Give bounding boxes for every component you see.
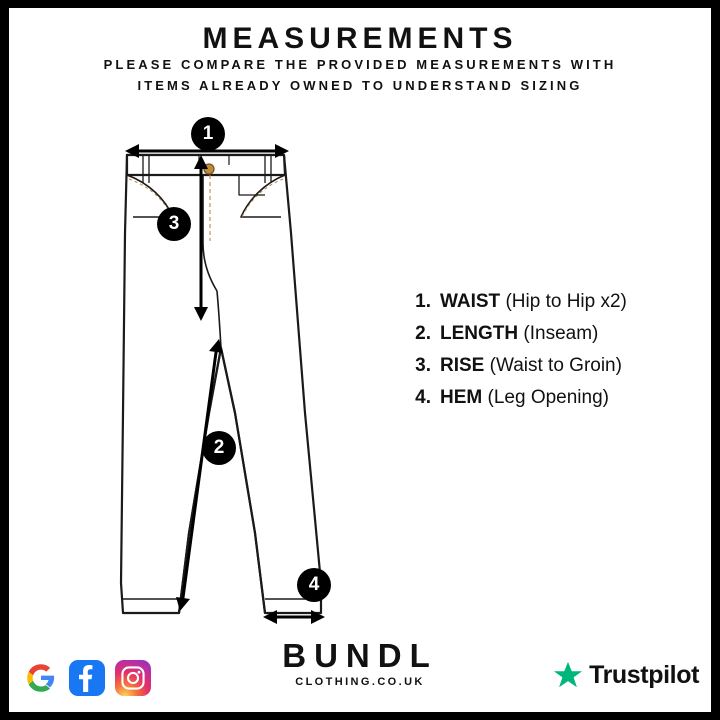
legend-label (440, 323, 598, 345)
instagram-camera-glyph (120, 665, 146, 691)
trustpilot-label: Trustpilot (589, 660, 699, 689)
legend-number: 3. (415, 355, 431, 376)
legend-label (440, 355, 622, 377)
page-subtitle-line-2: ITEMS ALREADY OWNED TO UNDERSTAND SIZING (137, 78, 583, 93)
legend-detail: (Waist to Groin) (489, 355, 622, 376)
measurement-badge-1: 1 (191, 117, 225, 151)
legend-detail: (Hip to Hip x2) (505, 291, 627, 312)
measurement-legend (401, 291, 701, 419)
legend-name: RISE (440, 355, 485, 376)
social-links (23, 660, 151, 696)
google-g-glyph (26, 663, 56, 693)
legend-item-length (401, 323, 701, 345)
legend-item-hem (401, 387, 701, 409)
legend-item-waist (401, 291, 701, 313)
legend-detail: (Inseam) (523, 323, 599, 344)
page-subtitle (9, 54, 711, 96)
trustpilot-star-icon (553, 660, 583, 690)
facebook-icon[interactable] (69, 660, 105, 696)
legend-name: WAIST (440, 291, 501, 312)
measurement-badge-2: 2 (202, 431, 236, 465)
legend-name: LENGTH (440, 323, 519, 344)
trustpilot-badge[interactable] (553, 660, 699, 690)
jeans-diagram (69, 113, 399, 633)
measurement-badge-4: 4 (297, 568, 331, 602)
brand-domain: CLOTHING.CO.UK (295, 676, 425, 688)
legend-detail: (Leg Opening) (487, 387, 609, 408)
page-subtitle-line-1: PLEASE COMPARE THE PROVIDED MEASUREMENTS WITH (103, 57, 617, 72)
google-icon[interactable] (23, 660, 59, 696)
legend-number: 1. (415, 291, 431, 312)
legend-label (440, 387, 609, 409)
facebook-f-glyph (71, 662, 103, 694)
jeans-technical-drawing-svg (69, 113, 399, 633)
page-title: MEASUREMENTS (202, 22, 518, 55)
brand-name: BUNDL (282, 637, 438, 674)
legend-item-rise (401, 355, 701, 377)
legend-number: 2. (415, 323, 431, 344)
legend-label (440, 291, 627, 313)
instagram-icon[interactable] (115, 660, 151, 696)
legend-name: HEM (440, 387, 483, 408)
measurement-badge-3: 3 (157, 207, 191, 241)
legend-number: 4. (415, 387, 431, 408)
